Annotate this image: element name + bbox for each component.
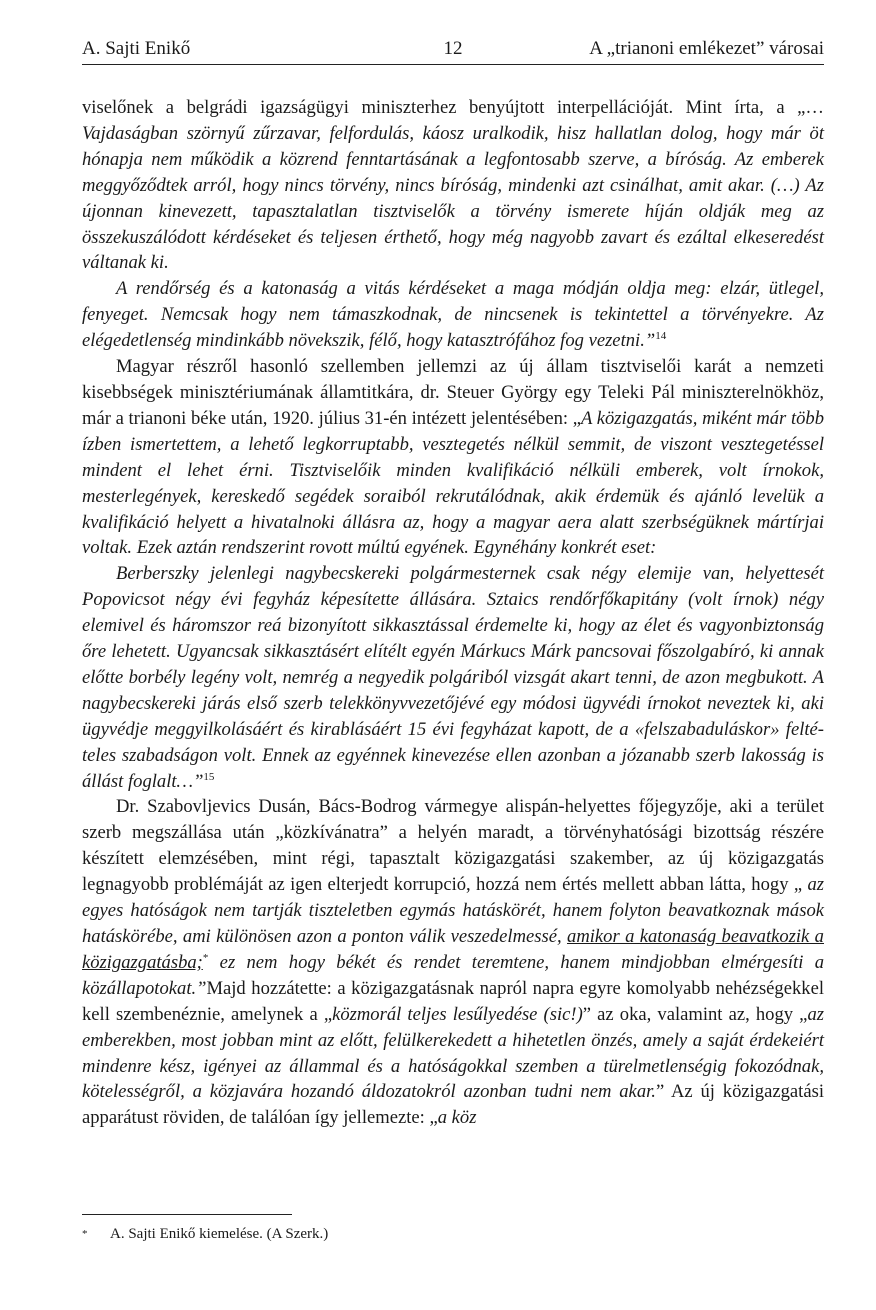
- paragraph: [82, 794, 824, 1131]
- paragraph: [82, 276, 824, 354]
- running-head: [82, 38, 824, 65]
- text-run: Magyar részről hasonló szellemben jellemzi az új állam tisztviselői karát a nemzeti kisebbségek minisztériumának államtitkára, dr. Steuer György egy Teleki Pál miniszterelnökhöz, már a trianoni béke után, 1920. július 31-én intézett jelentésében: „: [82, 356, 824, 429]
- footnote-mark: *: [82, 1228, 88, 1240]
- italic-quote: ez nem hogy békét és rendet teremtene, hanem mindjobban elmérgesíti a közállapotokat.”: [82, 951, 824, 999]
- footnote: [82, 1224, 824, 1244]
- footnote-reference: 15: [203, 770, 215, 783]
- footnote-text: A. Sajti Enikő kiemelése. (A Szerk.): [110, 1226, 329, 1242]
- italic-quote: Vajdaságban szörnyű zűrzavar, felfordulás, káosz uralkodik, hisz hallatlan dolog, hogy már öt hónapja nem működik a közrend fenntartásának a legfontosabb szerve, a bíróság. Az emberek meggyőződtek arról, hogy nincs törvény, nincs bíróság, mindenki azt csinálhat, amit akar. (…) Az újonnan kinevezett, tapasztalatlan tisztviselők a törvény ismerete híján oldják meg az összekuszálódott kérdéseket és teljesen érthető, hogy még nagyobb zavart és ezáltal elkeseredést váltanak ki.: [82, 122, 824, 274]
- text-run: viselőnek a belgrádi igazságügyi miniszterhez benyújtott interpellációját. Mint írta, a „…: [82, 97, 824, 118]
- italic-quote: Berberszky jelenlegi nagybecskereki polgármesternek csak négy elemije van, helyettesét Popovicsot négy évi fegyház képesítette állására. Sztaics rendőrfőkapitány (volt írnok) négy elemivel és háromszor reá bizonyított sikkasztással érdemelte ki, hogy az élet és vagyonbiztonság őre lehetett. Ugyancsak sikkasztásért elítélt egyén Márkucs Márk pancsovai főszolgabíró, ki annak előtte borbély legény volt, nemrég a negyedik polgáriból vizsgát akart tenni, de azon megbukott. A nagybecskereki járás első szerb telekkönyvvezetőjévé egy módosi ügyvédi írnokot neveztek ki, aki ügyvédje meggyilkolásáért és kirablásáért 15 évi fegyházat kapott, de a «felszabaduláskor» feltételes szabadságon volt. Ennek az egyénnek kinevezése ellen azonban a józanabb szerb lakosság is állást foglalt…”: [82, 563, 824, 792]
- footnote-reference: *: [202, 951, 209, 964]
- footnote-reference: 14: [655, 329, 667, 342]
- footnote-rule: [82, 1214, 292, 1215]
- italic-quote: az emberekben, most jobban mint az előtt, felülkerekedett a hihetetlen önzés, amely a saját érdekeiért mindenre kész, igényei az állammal és a hatóságokkal szemben a türelmetlenségig fokozódnak, kötelességről, a közjavára hozandó áldozatokról azonban tudni nem akar.: [82, 1003, 824, 1103]
- text-run: Dr. Szabovljevics Dusán, Bács-Bodrog vármegye alispán-helyettes főjegyzője, aki a terület szerb megszállása után „közkívánatra” a helyén maradt, a törvényhatósági bizottság részére készített elemzésében, mint régi, tapasztalt közigazgatási szakember, az új közigazgatás legnagyobb problémáját az igen elterjedt korrupció, hozzá nem értés mellett abban látta, hogy „: [82, 796, 824, 896]
- header-book-title: A „trianoni emlékezet” városai: [589, 38, 824, 59]
- header-author: A. Sajti Enikő: [82, 38, 191, 59]
- body-text: [82, 95, 824, 1131]
- italic-quote: a köz: [437, 1107, 477, 1129]
- text-run: ” Az új közigazgatási apparátust röviden, de találóan így jellemezte: „: [82, 1081, 824, 1129]
- paragraph: [82, 95, 824, 276]
- header-page-number: 12: [443, 38, 463, 59]
- paragraph: [82, 561, 824, 794]
- italic-quote: amikor a katonaság beavatkozik a közigazgatásba;: [82, 926, 824, 973]
- italic-quote: A rendőrség és a katonaság a vitás kérdéseket a maga módján oldja meg: elzár, ütlegel, fenyeget. Nemcsak hogy nem támaszkodnak, de nincsenek is tekintettel a törvényekre. Az elégedetlenség mindinkább növekszik, félő, hogy katasztrófához fog vezetni.”: [82, 278, 824, 352]
- paragraph: [82, 354, 824, 561]
- italic-quote: az egyes hatóságok nem tartják tiszteletben egymás hatáskörét, hanem folyton beavatkoznak mások hatáskörébe, ami különösen azon a ponton válik veszedelmessé,: [82, 874, 824, 947]
- text-run: ” az oka, valamint az, hogy „: [582, 1003, 808, 1025]
- text-run: Majd hozzátette: a közigazgatásnak napról napra egyre komolyabb nehézségekkel kell szembenéznie, amelynek a „: [82, 977, 824, 1025]
- italic-quote: A közigazgatás, miként már több ízben ismertettem, a lehető legkorruptabb, vesztegetés nélkül semmit, de viszont vesztegetéssel mindent el lehet érni. Tisztviselőik minden kvalifikáció nélküli emberek, volt írnokok, mesterlegények, kereskedő segédek soraiból rekrutálódnak, akik érdemük és ajánló levelük a kvalifikáció helyett a hivatalnoki állásra az, hogy a magyar aera alatt szerbségüknek mártírjai voltak. Ezek aztán rendszerint rovott múltú egyének. Egynéhány konkrét eset:: [82, 407, 825, 559]
- italic-quote: közmorál teljes lesűlyedése (sic!): [332, 1003, 583, 1025]
